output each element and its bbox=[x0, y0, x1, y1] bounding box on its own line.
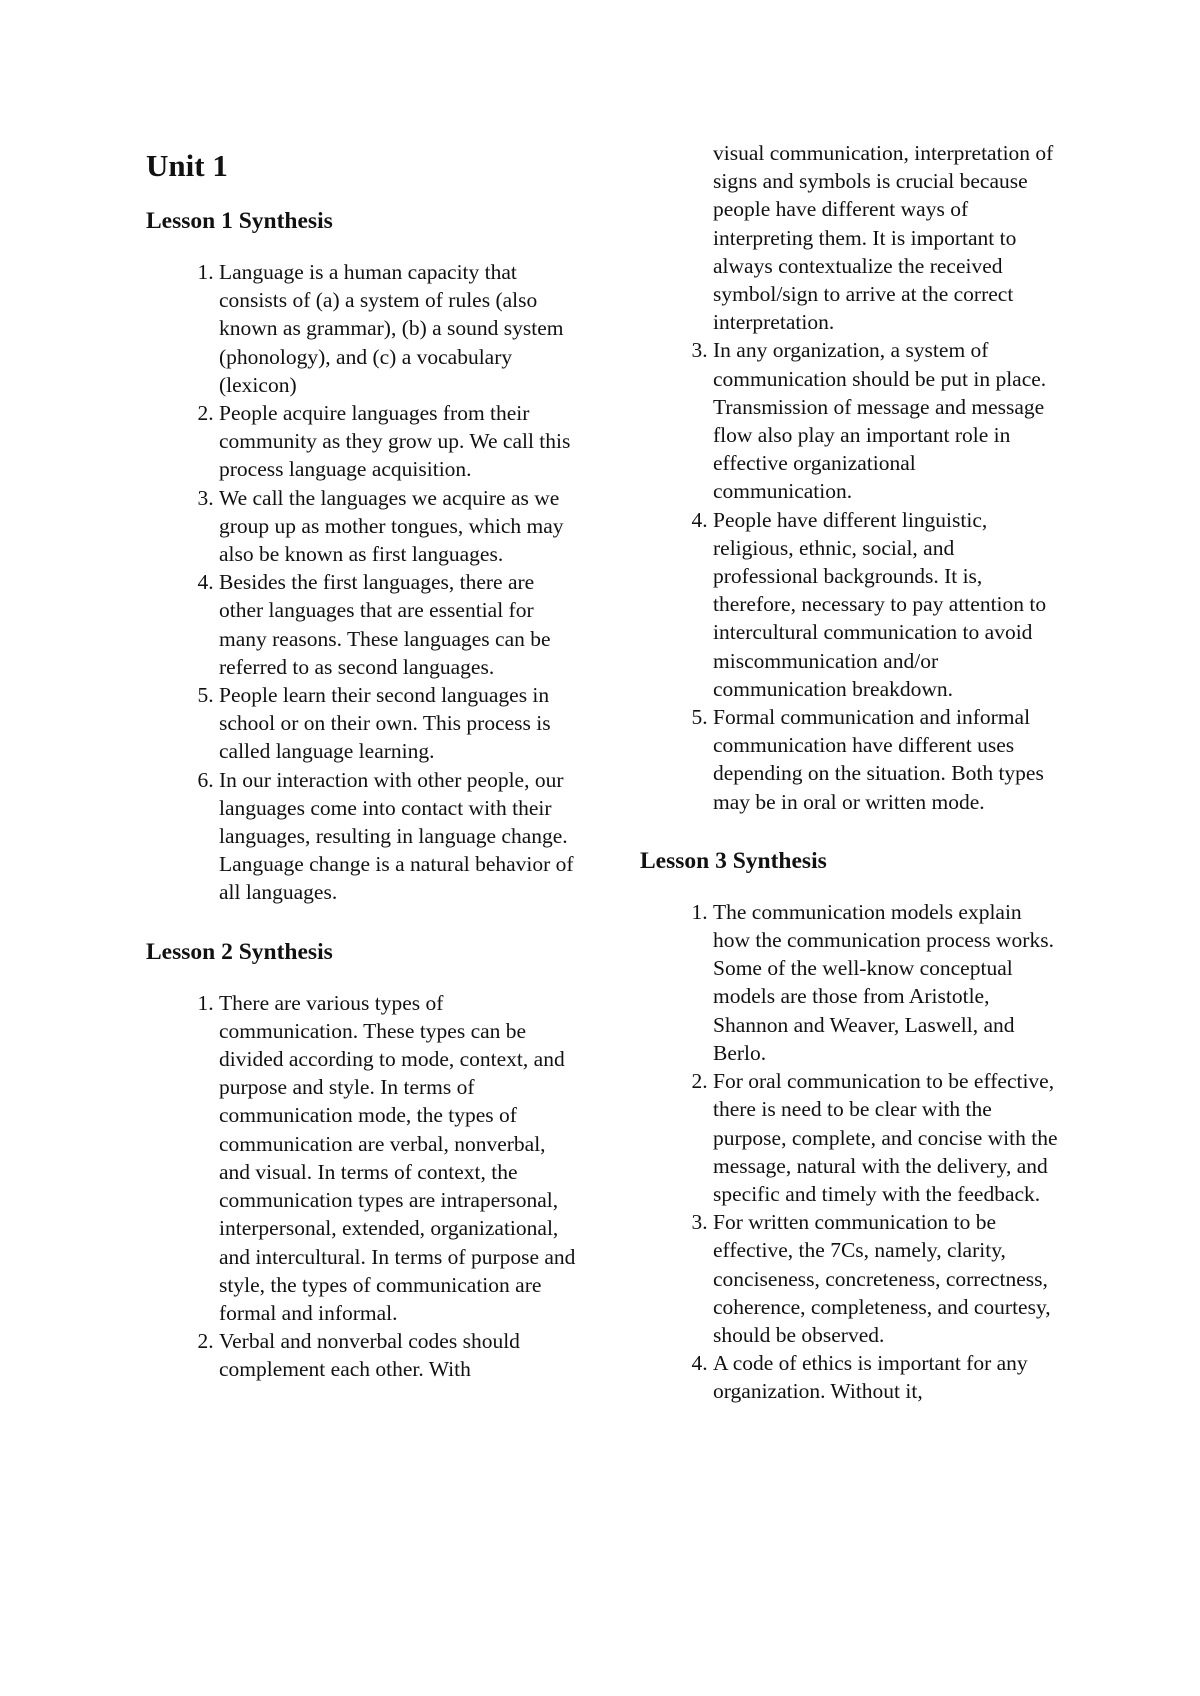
list-item: 1. Language is a human capacity that consists of (a) a system of rules (also known as grammar), (b) a sound system (phonology), and (c) a vocabulary (lexicon) bbox=[219, 258, 576, 399]
list-item: 4. A code of ethics is important for any organization. Without it, bbox=[713, 1349, 1060, 1405]
lesson-1-heading: Lesson 1 Synthesis bbox=[146, 208, 333, 234]
list-item: 4. People have different linguistic, religious, ethnic, social, and professional backgrounds. It is, therefore, necessary to pay attention to intercultural communication to avoid miscommunication and/or communication breakdown. bbox=[713, 506, 1060, 703]
list-item: 5. People learn their second languages in school or on their own. This process is called language learning. bbox=[219, 681, 576, 766]
lesson-2-list-continued bbox=[640, 336, 1060, 815]
list-item: 2. For oral communication to be effective, there is need to be clear with the purpose, complete, and concise with the message, natural with the delivery, and specific and timely with the feedback. bbox=[713, 1067, 1060, 1208]
list-item: 2. Verbal and nonverbal codes should complement each other. With bbox=[219, 1327, 576, 1383]
lesson-1-list bbox=[146, 258, 576, 907]
list-item: 6. In our interaction with other people, our languages come into contact with their languages, resulting in language change. Language change is a natural behavior of all languages. bbox=[219, 766, 576, 907]
list-item: 3. We call the languages we acquire as we group up as mother tongues, which may also be known as first languages. bbox=[219, 484, 576, 569]
list-item-continuation: visual communication, interpretation of signs and symbols is crucial because people have different ways of interpreting them. It is important to always contextualize the received symbol/sign to arrive at the correct interpretation. bbox=[713, 141, 1054, 335]
list-item: 1. There are various types of communication. These types can be divided according to mode, context, and purpose and style. In terms of communication mode, the types of communication are verbal, nonverbal, and visual. In terms of context, the communication types are intrapersonal, interpersonal, extended, organizational, and intercultural. In terms of purpose and style, the types of communication are formal and informal. bbox=[219, 989, 576, 1327]
lesson-2-heading: Lesson 2 Synthesis bbox=[146, 938, 333, 965]
list-item: 4. Besides the first languages, there are other languages that are essential for many reasons. These languages can be referred to as second languages. bbox=[219, 568, 576, 681]
list-item: 2. People acquire languages from their community as they grow up. We call this process language acquisition. bbox=[219, 399, 576, 484]
list-item: 5. Formal communication and informal communication have different uses depending on the situation. Both types may be in oral or written mode. bbox=[713, 703, 1060, 816]
lesson-3-heading: Lesson 3 Synthesis bbox=[640, 847, 827, 874]
lesson-2-list bbox=[146, 989, 576, 1384]
lesson-2-item-2-continued bbox=[640, 139, 1060, 336]
unit-title: Unit 1 bbox=[146, 148, 228, 183]
right-column bbox=[640, 141, 1060, 1436]
lesson-3-list bbox=[640, 898, 1060, 1406]
list-item: 3. For written communication to be effective, the 7Cs, namely, clarity, conciseness, concreteness, correctness, coherence, completeness, and courtesy, should be observed. bbox=[713, 1208, 1060, 1349]
list-item: 3. In any organization, a system of communication should be put in place. Transmission of message and message flow also play an important role in effective organizational communication. bbox=[713, 336, 1060, 505]
left-column bbox=[146, 146, 576, 1414]
list-item: 1. The communication models explain how the communication process works. Some of the well-know conceptual models are those from Aristotle, Shannon and Weaver, Laswell, and Berlo. bbox=[713, 898, 1060, 1067]
